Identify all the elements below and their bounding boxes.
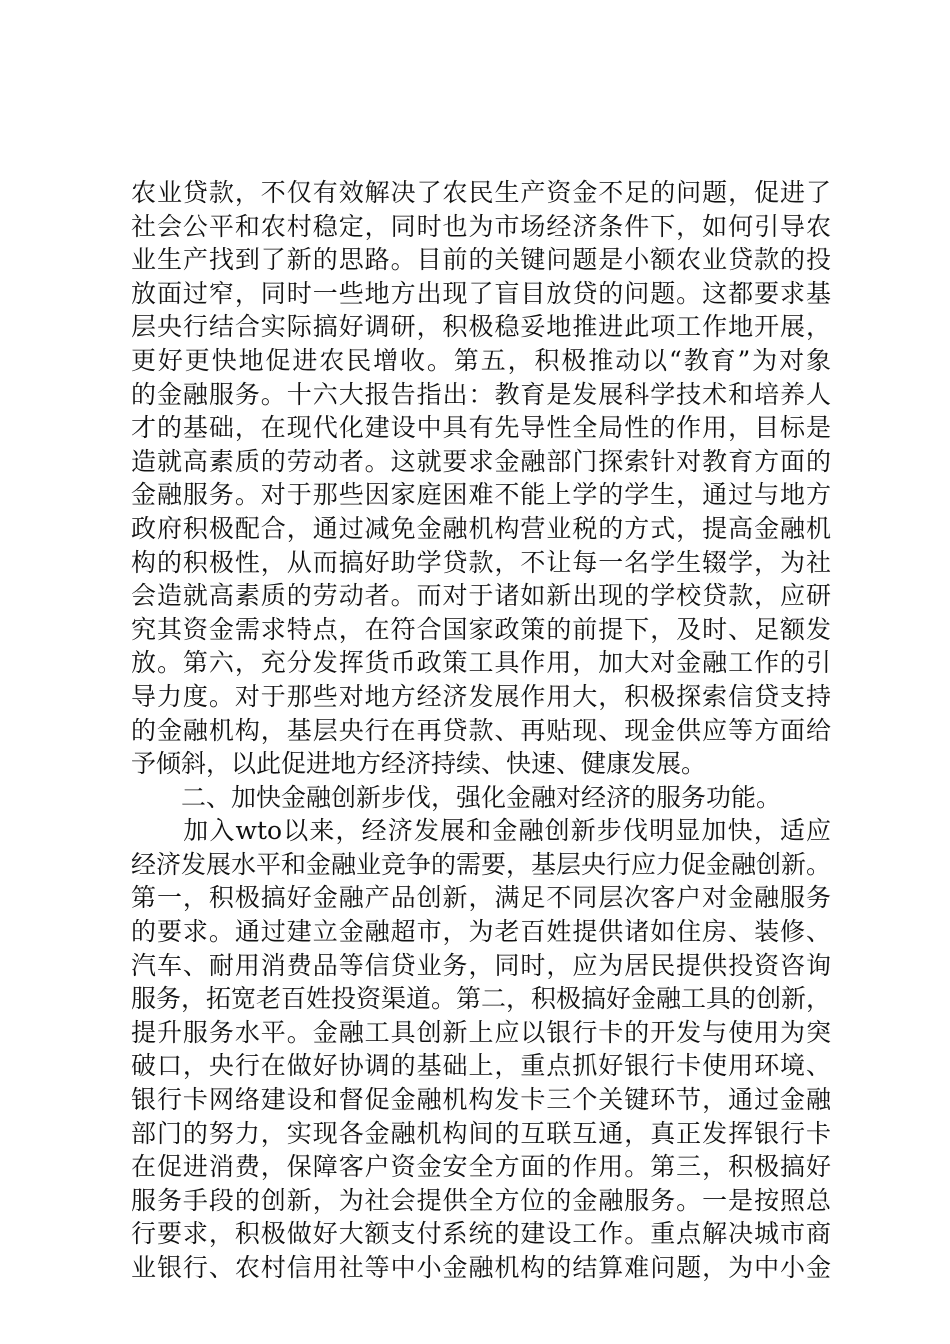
text-line: 加入wto以来，经济发展和金融创新步伐明显加快，适应 (131, 816, 831, 846)
text-line: 政府积极配合，通过减免金融机构营业税的方式，提高金融机 (131, 513, 831, 543)
paragraph (131, 781, 831, 815)
text-line: 破口，央行在做好协调的基础上，重点抓好银行卡使用环境、 (131, 1051, 831, 1081)
paragraph (131, 176, 831, 781)
text-line: 社会公平和农村稳定，同时也为市场经济条件下，如何引导农 (131, 211, 831, 241)
text-line: 在促进消费，保障客户资金安全方面的作用。第三，积极搞好 (131, 1152, 831, 1182)
text-line: 业银行、农村信用社等中小金融机构的结算难问题，为中小金 (131, 1253, 831, 1282)
text-line: 究其资金需求特点，在符合国家政策的前提下，及时、足额发 (131, 614, 831, 644)
text-line: 才的基础，在现代化建设中具有先导性全局性的作用，目标是 (131, 413, 831, 443)
text-line: 层央行结合实际搞好调研，积极稳妥地推进此项工作地开展， (131, 312, 831, 342)
text-line: 予倾斜，以此促进地方经济持续、快速、健康发展。 (131, 749, 707, 779)
text-line: 业生产找到了新的思路。目前的关键问题是小额农业贷款的投 (131, 245, 831, 275)
text-line: 更好更快地促进农民增收。第五，积极推动以“教育”为对象 (131, 345, 831, 375)
text-line: 构的积极性，从而搞好助学贷款，不让每一名学生辍学，为社 (131, 547, 831, 577)
text-line: 造就高素质的劳动者。这就要求金融部门探索针对教育方面的 (131, 446, 831, 476)
document-body (131, 176, 831, 1285)
text-line: 经济发展水平和金融业竞争的需要，基层央行应力促金融创新。 (131, 849, 832, 879)
text-line: 的要求。通过建立金融超市，为老百姓提供诸如住房、装修、 (131, 917, 831, 947)
text-line: 汽车、耐用消费品等信贷业务，同时，应为居民提供投资咨询 (131, 950, 831, 980)
text-line: 提升服务水平。金融工具创新上应以银行卡的开发与使用为突 (131, 1017, 831, 1047)
text-line: 的金融服务。十六大报告指出：教育是发展科学技术和培养人 (131, 379, 831, 409)
text-line: 会造就高素质的劳动者。而对于诸如新出现的学校贷款，应研 (131, 581, 831, 611)
text-line: 二、加快金融创新步伐，强化金融对经济的服务功能。 (131, 782, 782, 812)
text-line: 的金融机构，基层央行在再贷款、再贴现、现金供应等方面给 (131, 715, 831, 745)
text-line: 部门的努力，实现各金融机构间的互联互通，真正发挥银行卡 (131, 1118, 831, 1148)
text-line: 服务手段的创新，为社会提供全方位的金融服务。一是按照总 (131, 1185, 831, 1215)
text-line: 行要求，积极做好大额支付系统的建设工作。重点解决城市商 (131, 1219, 831, 1249)
text-line: 农业贷款，不仅有效解决了农民生产资金不足的问题，促进了 (131, 178, 831, 207)
text-line: 放。第六，充分发挥货币政策工具作用，加大对金融工作的引 (131, 648, 831, 678)
text-line: 服务，拓宽老百姓投资渠道。第二，积极搞好金融工具的创新， (131, 984, 832, 1014)
text-line: 放面过窄，同时一些地方出现了盲目放贷的问题。这都要求基 (131, 278, 831, 308)
text-line: 导力度。对于那些对地方经济发展作用大，积极探索信贷支持 (131, 681, 831, 711)
text-line: 第一，积极搞好金融产品创新，满足不同层次客户对金融服务 (131, 883, 831, 913)
text-line: 银行卡网络建设和督促金融机构发卡三个关键环节，通过金融 (131, 1085, 831, 1115)
text-line: 金融服务。对于那些因家庭困难不能上学的学生，通过与地方 (131, 480, 831, 510)
paragraph (131, 814, 831, 1284)
